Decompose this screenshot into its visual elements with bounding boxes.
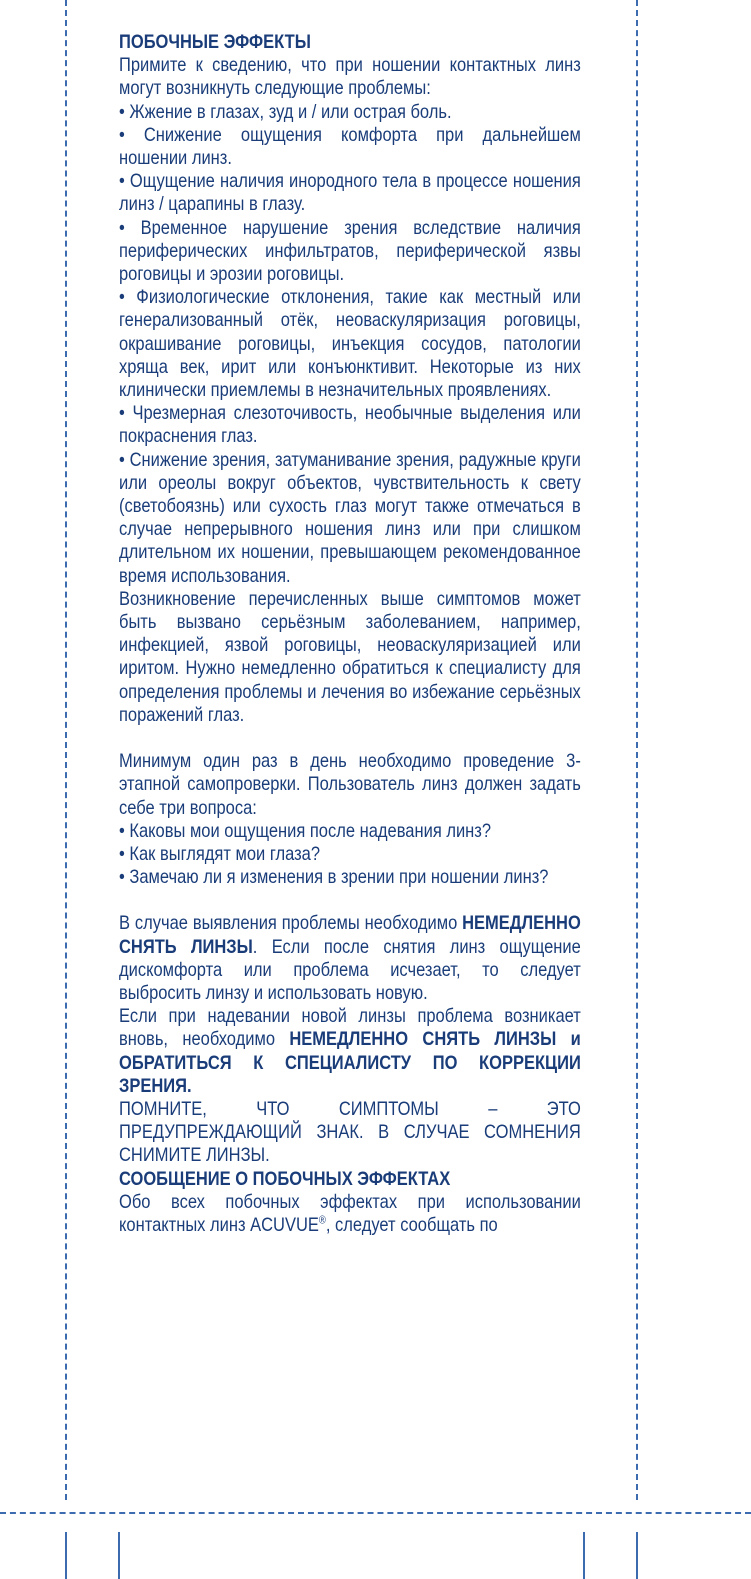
paragraph: Возникновение перечисленных выше симптомов может быть вызвано серьёзным заболеванием, например, инфекцией, язвой роговицы, неоваскуляризацией или иритом. Нужно немедленно обратиться к специалисту для определения проблемы и лечения во избежание серьёзных поражений глаз. — [119, 588, 581, 726]
list-item: • Как выглядят мои глаза? — [119, 843, 321, 865]
list-item: • Временное нарушение зрения вследствие наличия периферических инфильтратов, периферической язвы роговицы и эрозии роговицы. — [119, 217, 581, 286]
document-body — [119, 31, 581, 1237]
list-item: • Снижение ощущения комфорта при дальнейшем ношении линз. — [119, 124, 581, 170]
emphasis: НЕМЕДЛЕННО СНЯТЬ ЛИНЗЫ — [119, 913, 581, 958]
text-run: Если при надевании новой линзы проблема возникает вновь, необходимо — [119, 1006, 581, 1051]
text-run: В случае выявления проблемы необходимо — [119, 913, 463, 935]
crop-mark — [583, 1532, 585, 1579]
crop-mark — [118, 1532, 120, 1579]
emphasis: ОБРАТИТЬСЯ К СПЕЦИАЛИСТУ ПО КОРРЕКЦИИ ЗРЕНИЯ. — [119, 1052, 581, 1097]
list-item: • Ощущение наличия инородного тела в процессе ношения линз / царапины в глазу. — [119, 171, 581, 216]
crop-mark — [636, 1532, 638, 1579]
bottom-cut-guide — [0, 1512, 751, 1514]
list-item: • Жжение в глазах, зуд и / или острая боль. — [119, 101, 452, 123]
paragraph — [119, 912, 581, 1005]
registered-mark: ® — [318, 1214, 326, 1227]
list-item: • Чрезмерная слезоточивость, необычные выделения или покраснения глаз. — [119, 403, 581, 448]
paragraph — [119, 1005, 581, 1098]
emphasis: НЕМЕДЛЕННО СНЯТЬ ЛИНЗЫ — [289, 1029, 557, 1051]
paragraph — [119, 1191, 581, 1237]
paragraph: Минимум один раз в день необходимо проведение 3-этапной самопроверки. Пользователь линз должен задать себе три вопроса: — [119, 751, 581, 819]
text-run: , следует сообщать по — [325, 1214, 498, 1236]
right-fold-guide — [636, 0, 638, 1500]
list-item: • Снижение зрения, затуманивание зрения, радужные круги или ореолы вокруг объектов, чувствительность к свету (светобоязнь) или сухость глаз могут также отмечаться в случае непрерывного ношения линз или при слишком длительном их ношении, превышающем рекомендованное время использования. — [119, 449, 581, 587]
paragraph: Примите к сведению, что при ношении контактных линз могут возникнуть следующие проблемы: — [119, 55, 581, 100]
list-item: • Каковы мои ощущения после надевания линз? — [119, 820, 492, 842]
text-run: Обо всех побочных эффектах при использовании контактных линз ACUVUE — [119, 1191, 581, 1236]
left-fold-guide — [65, 0, 67, 1500]
reminder: ПОМНИТЕ, ЧТО СИМПТОМЫ – ЭТО ПРЕДУПРЕЖДАЮЩИЙ ЗНАК. В СЛУЧАЕ СОМНЕНИЯ СНИМИТЕ ЛИНЗЫ. — [119, 1098, 581, 1167]
list-item: • Физиологические отклонения, такие как местный или генерализованный отёк, неоваскуляризация роговицы, окрашивание роговицы, инъекция сосудов, патологии хряща век, ирит или конъюнктивит. Некоторые из них клинически приемлемы в незначительных проявлениях. — [119, 287, 581, 402]
emphasis: и — [556, 1029, 581, 1051]
section-title: СООБЩЕНИЕ О ПОБОЧНЫХ ЭФФЕКТАХ — [119, 1168, 451, 1190]
text-run: . Если после снятия линз ощущение дискомфорта или проблема исчезает, то следует выбросить линзу и использовать новую. — [119, 936, 581, 1004]
section-title: ПОБОЧНЫЕ ЭФФЕКТЫ — [119, 32, 311, 53]
crop-mark — [65, 1532, 67, 1579]
list-item: • Замечаю ли я изменения в зрении при ношении линз? — [119, 867, 549, 889]
